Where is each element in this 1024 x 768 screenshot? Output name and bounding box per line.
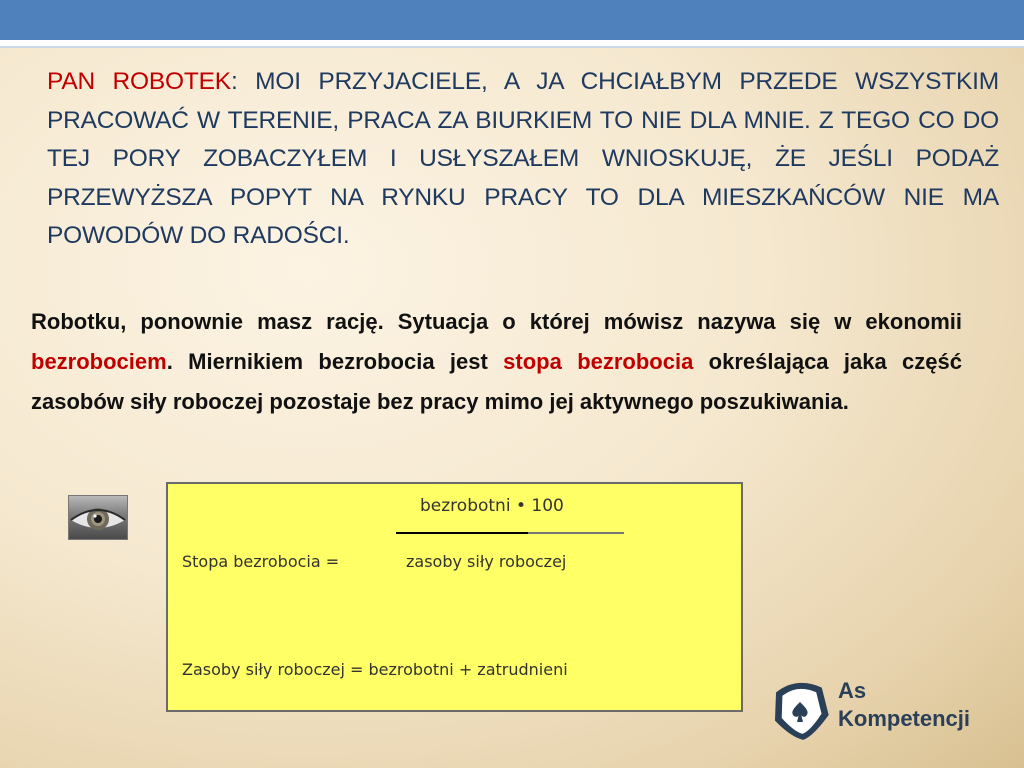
labor-force-formula: Zasoby siły roboczej = bezrobotni + zatrudnieni: [182, 660, 568, 679]
slide-title-text: : MOI PRZYJACIELE, A JA CHCIAŁBYM PRZEDE WSZYSTKIM PRACOWAĆ W TERENIE, PRACA ZA BIURKIEM TO NIE DLA MNIE. Z TEGO CO DO TEJ PORY ZOBACZYŁEM I USŁYSZAŁEM WNIOSKUJĘ, ŻE JEŚLI PODAŻ PRZEWYŻSZA POPYT NA RYNKU PRACY TO DLA MIESZKAŃCÓW NIE MA POWODÓW DO RADOŚCI.: [47, 68, 999, 249]
formula-denominator: zasoby siły roboczej: [406, 552, 567, 571]
formula-label: Stopa bezrobocia =: [182, 552, 340, 571]
paragraph-part-2: . Miernikiem bezrobocia jest: [166, 349, 504, 374]
fraction-bar: [396, 532, 528, 534]
term-unemployment: bezrobociem: [31, 349, 167, 374]
paragraph-part-3: określająca jaka część zasobów siły roboczej pozostaje bez pracy mimo jej aktywnego poszukiwania.: [31, 349, 962, 414]
top-banner-divider-shadow: [0, 46, 1024, 48]
paragraph-part-1: Robotku, ponownie masz rację. Sytuacja o której mówisz nazywa się w ekonomii: [31, 309, 962, 334]
logo-line-2: Kompetencji: [838, 706, 971, 731]
slide-title: [47, 63, 999, 256]
fraction-bar-extension: [528, 532, 624, 534]
speaker-name: PAN ROBOTEK: [47, 68, 231, 95]
logo-line-1: As: [838, 678, 867, 703]
term-unemployment-rate: stopa bezrobocia: [503, 349, 694, 374]
eye-icon: [68, 495, 128, 540]
explanation-paragraph: [31, 302, 962, 422]
formula-box: [166, 482, 743, 712]
top-banner: [0, 0, 1024, 40]
formula-numerator: bezrobotni • 100: [420, 496, 564, 516]
logo-text: [838, 677, 970, 733]
